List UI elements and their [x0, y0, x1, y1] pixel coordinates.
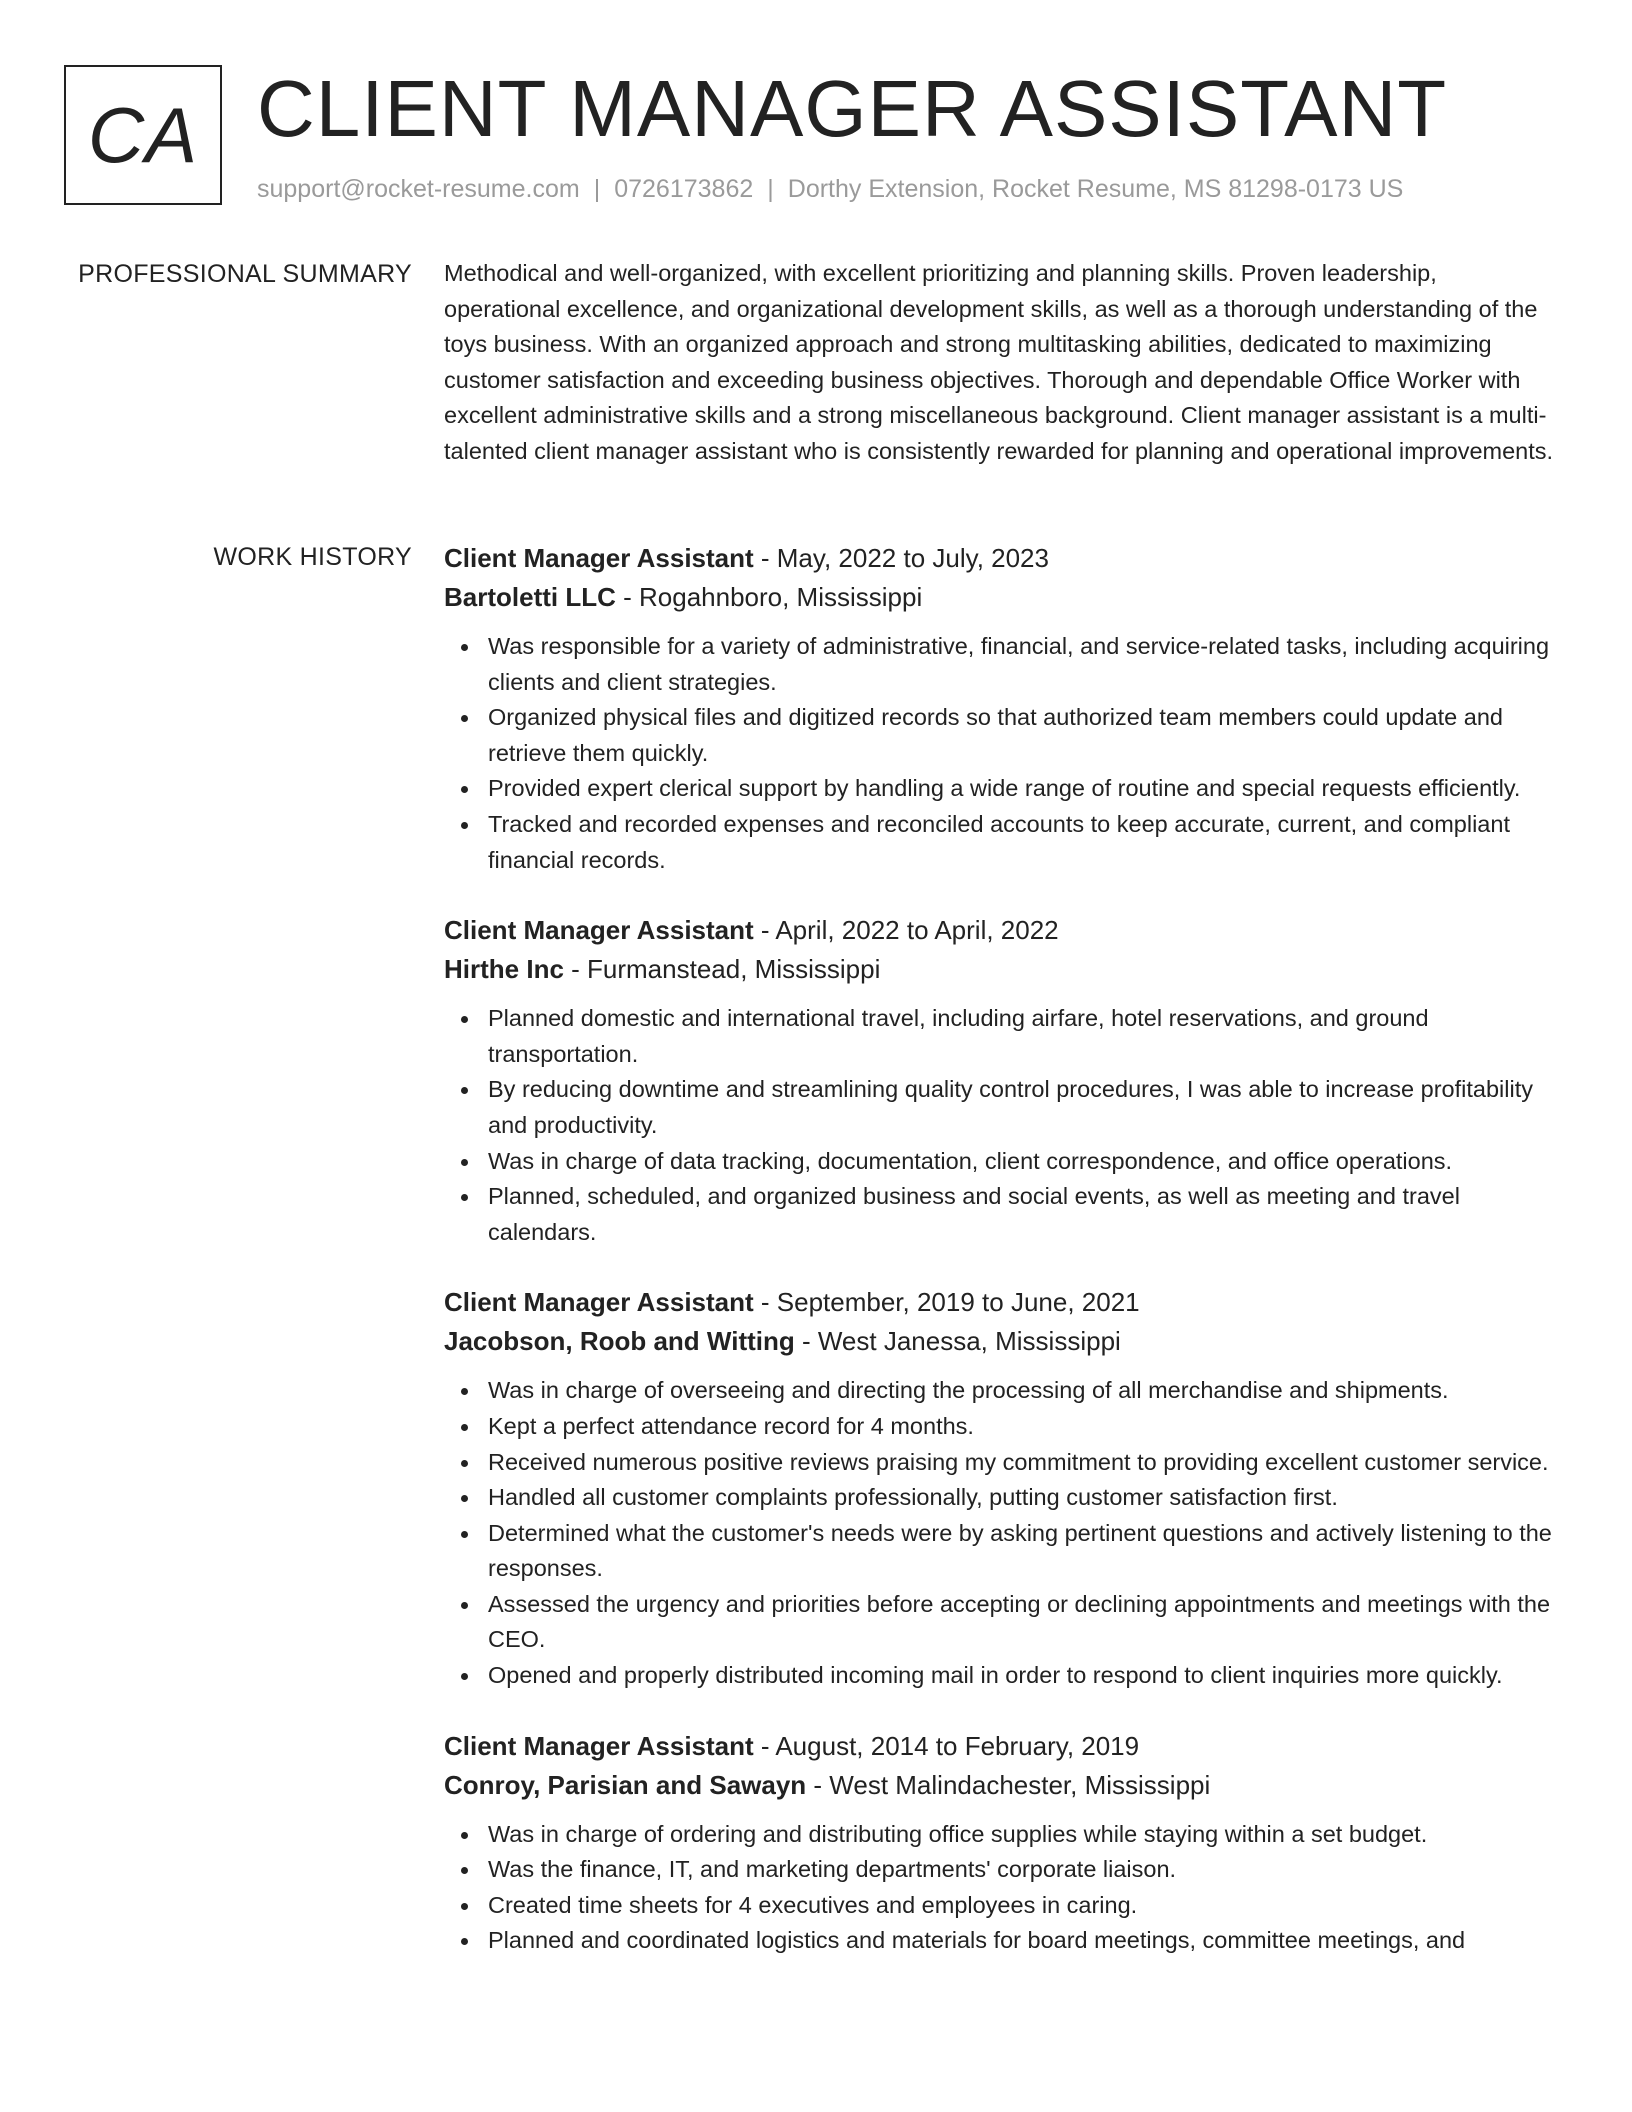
job-bullet: Provided expert clerical support by handling a wide range of routine and special requests efficiently. [488, 771, 1559, 807]
job-bullet: Planned and coordinated logistics and materials for board meetings, committee meetings, and [488, 1923, 1559, 1959]
job-location: - West Janessa, Mississippi [794, 1326, 1121, 1357]
section-label-work-history: WORK HISTORY [213, 543, 412, 571]
job-bullet: Created time sheets for 4 executives and employees in caring. [488, 1888, 1559, 1924]
job-bullet: Tracked and recorded expenses and reconciled accounts to keep accurate, current, and compliant financial records. [488, 807, 1559, 878]
job-bullet: Was in charge of overseeing and directing the processing of all merchandise and shipments. [488, 1373, 1559, 1409]
job-company: Jacobson, Roob and Witting [444, 1326, 795, 1357]
job-bullet: Organized physical files and digitized records so that authorized team members could update and retrieve them quickly. [488, 700, 1559, 771]
contact-separator: | [593, 175, 601, 203]
job-company-line [444, 578, 1559, 617]
job-bullet: Was in charge of data tracking, documentation, client correspondence, and office operations. [488, 1144, 1559, 1180]
job-company-line [444, 1766, 1559, 1805]
job-entry [444, 1727, 1559, 1959]
monogram-logo: CA [64, 65, 222, 205]
job-dates: - April, 2022 to April, 2022 [753, 915, 1059, 946]
contact-line [257, 171, 1403, 207]
job-title: Client Manager Assistant [444, 915, 754, 946]
resume-title: CLIENT MANAGER ASSISTANT [257, 64, 1448, 153]
job-bullet: Was responsible for a variety of administrative, financial, and service-related tasks, including acquiring clients and client strategies. [488, 629, 1559, 700]
job-bullet: Assessed the urgency and priorities before accepting or declining appointments and meetings with the CEO. [488, 1587, 1559, 1658]
job-company-line [444, 1322, 1559, 1361]
job-bullet: Determined what the customer's needs were by asking pertinent questions and actively listening to the responses. [488, 1516, 1559, 1587]
job-title-line [444, 1283, 1559, 1322]
work-history-body [444, 539, 1559, 1992]
job-location: - Furmanstead, Mississippi [563, 954, 881, 985]
job-bullet: Received numerous positive reviews praising my commitment to providing excellent customer service. [488, 1445, 1559, 1481]
contact-email[interactable]: support@rocket-resume.com [257, 175, 580, 203]
job-bullet: Planned domestic and international travel, including airfare, hotel reservations, and ground transportation. [488, 1001, 1559, 1072]
job-dates: - August, 2014 to February, 2019 [753, 1730, 1140, 1761]
job-company: Conroy, Parisian and Sawayn [444, 1769, 807, 1800]
job-bullets [444, 1817, 1559, 1959]
job-company: Bartoletti LLC [444, 582, 616, 612]
job-location: - Rogahnboro, Mississippi [615, 582, 923, 612]
job-entry [444, 539, 1559, 878]
job-title-line [444, 911, 1559, 950]
job-bullet: Handled all customer complaints professionally, putting customer satisfaction first. [488, 1480, 1559, 1516]
contact-address: Dorthy Extension, Rocket Resume, MS 81298-0173 US [787, 175, 1404, 203]
contact-phone[interactable]: 0726173862 [614, 175, 754, 203]
resume-header [64, 65, 1564, 215]
job-bullets [444, 1373, 1559, 1693]
job-location: - West Malindachester, Mississippi [806, 1769, 1211, 1800]
job-bullets [444, 629, 1559, 878]
contact-separator: | [767, 175, 774, 203]
job-company-line [444, 950, 1559, 989]
job-title-line [444, 539, 1559, 578]
job-bullets [444, 1001, 1559, 1250]
job-dates: - September, 2019 to June, 2021 [753, 1287, 1140, 1318]
job-title: Client Manager Assistant [444, 1287, 754, 1318]
job-title: Client Manager Assistant [444, 1730, 754, 1761]
professional-summary-text: Methodical and well-organized, with excellent prioritizing and planning skills. Proven leadership, operational excellence, and organizational development skills, as well as a thorough understanding of the toys business. With an organized approach and strong multitasking abilities, dedicated to maximizing customer satisfaction and exceeding business objectives. Thorough and dependable Office Worker with excellent administrative skills and a strong miscellaneous background. Client manager assistant is a multi-talented client manager assistant who is consistently rewarded for planning and operational improvements. [444, 260, 1554, 464]
job-dates: - May, 2022 to July, 2023 [753, 543, 1049, 573]
job-bullet: Was the finance, IT, and marketing departments' corporate liaison. [488, 1852, 1559, 1888]
job-bullet: Kept a perfect attendance record for 4 months. [488, 1409, 1559, 1445]
job-bullet: Opened and properly distributed incoming mail in order to respond to client inquiries more quickly. [488, 1658, 1559, 1694]
job-title: Client Manager Assistant [444, 543, 754, 573]
job-title-line [444, 1727, 1559, 1766]
job-entry [444, 1283, 1559, 1693]
job-bullet: Planned, scheduled, and organized business and social events, as well as meeting and travel calendars. [488, 1179, 1559, 1250]
job-entry [444, 911, 1559, 1250]
section-label-professional-summary: PROFESSIONAL SUMMARY [78, 260, 412, 288]
job-bullet: By reducing downtime and streamlining quality control procedures, I was able to increase profitability and productivity. [488, 1072, 1559, 1143]
job-company: Hirthe Inc [444, 954, 564, 985]
job-bullet: Was in charge of ordering and distributing office supplies while staying within a set budget. [488, 1817, 1559, 1853]
professional-summary-body [444, 256, 1559, 470]
